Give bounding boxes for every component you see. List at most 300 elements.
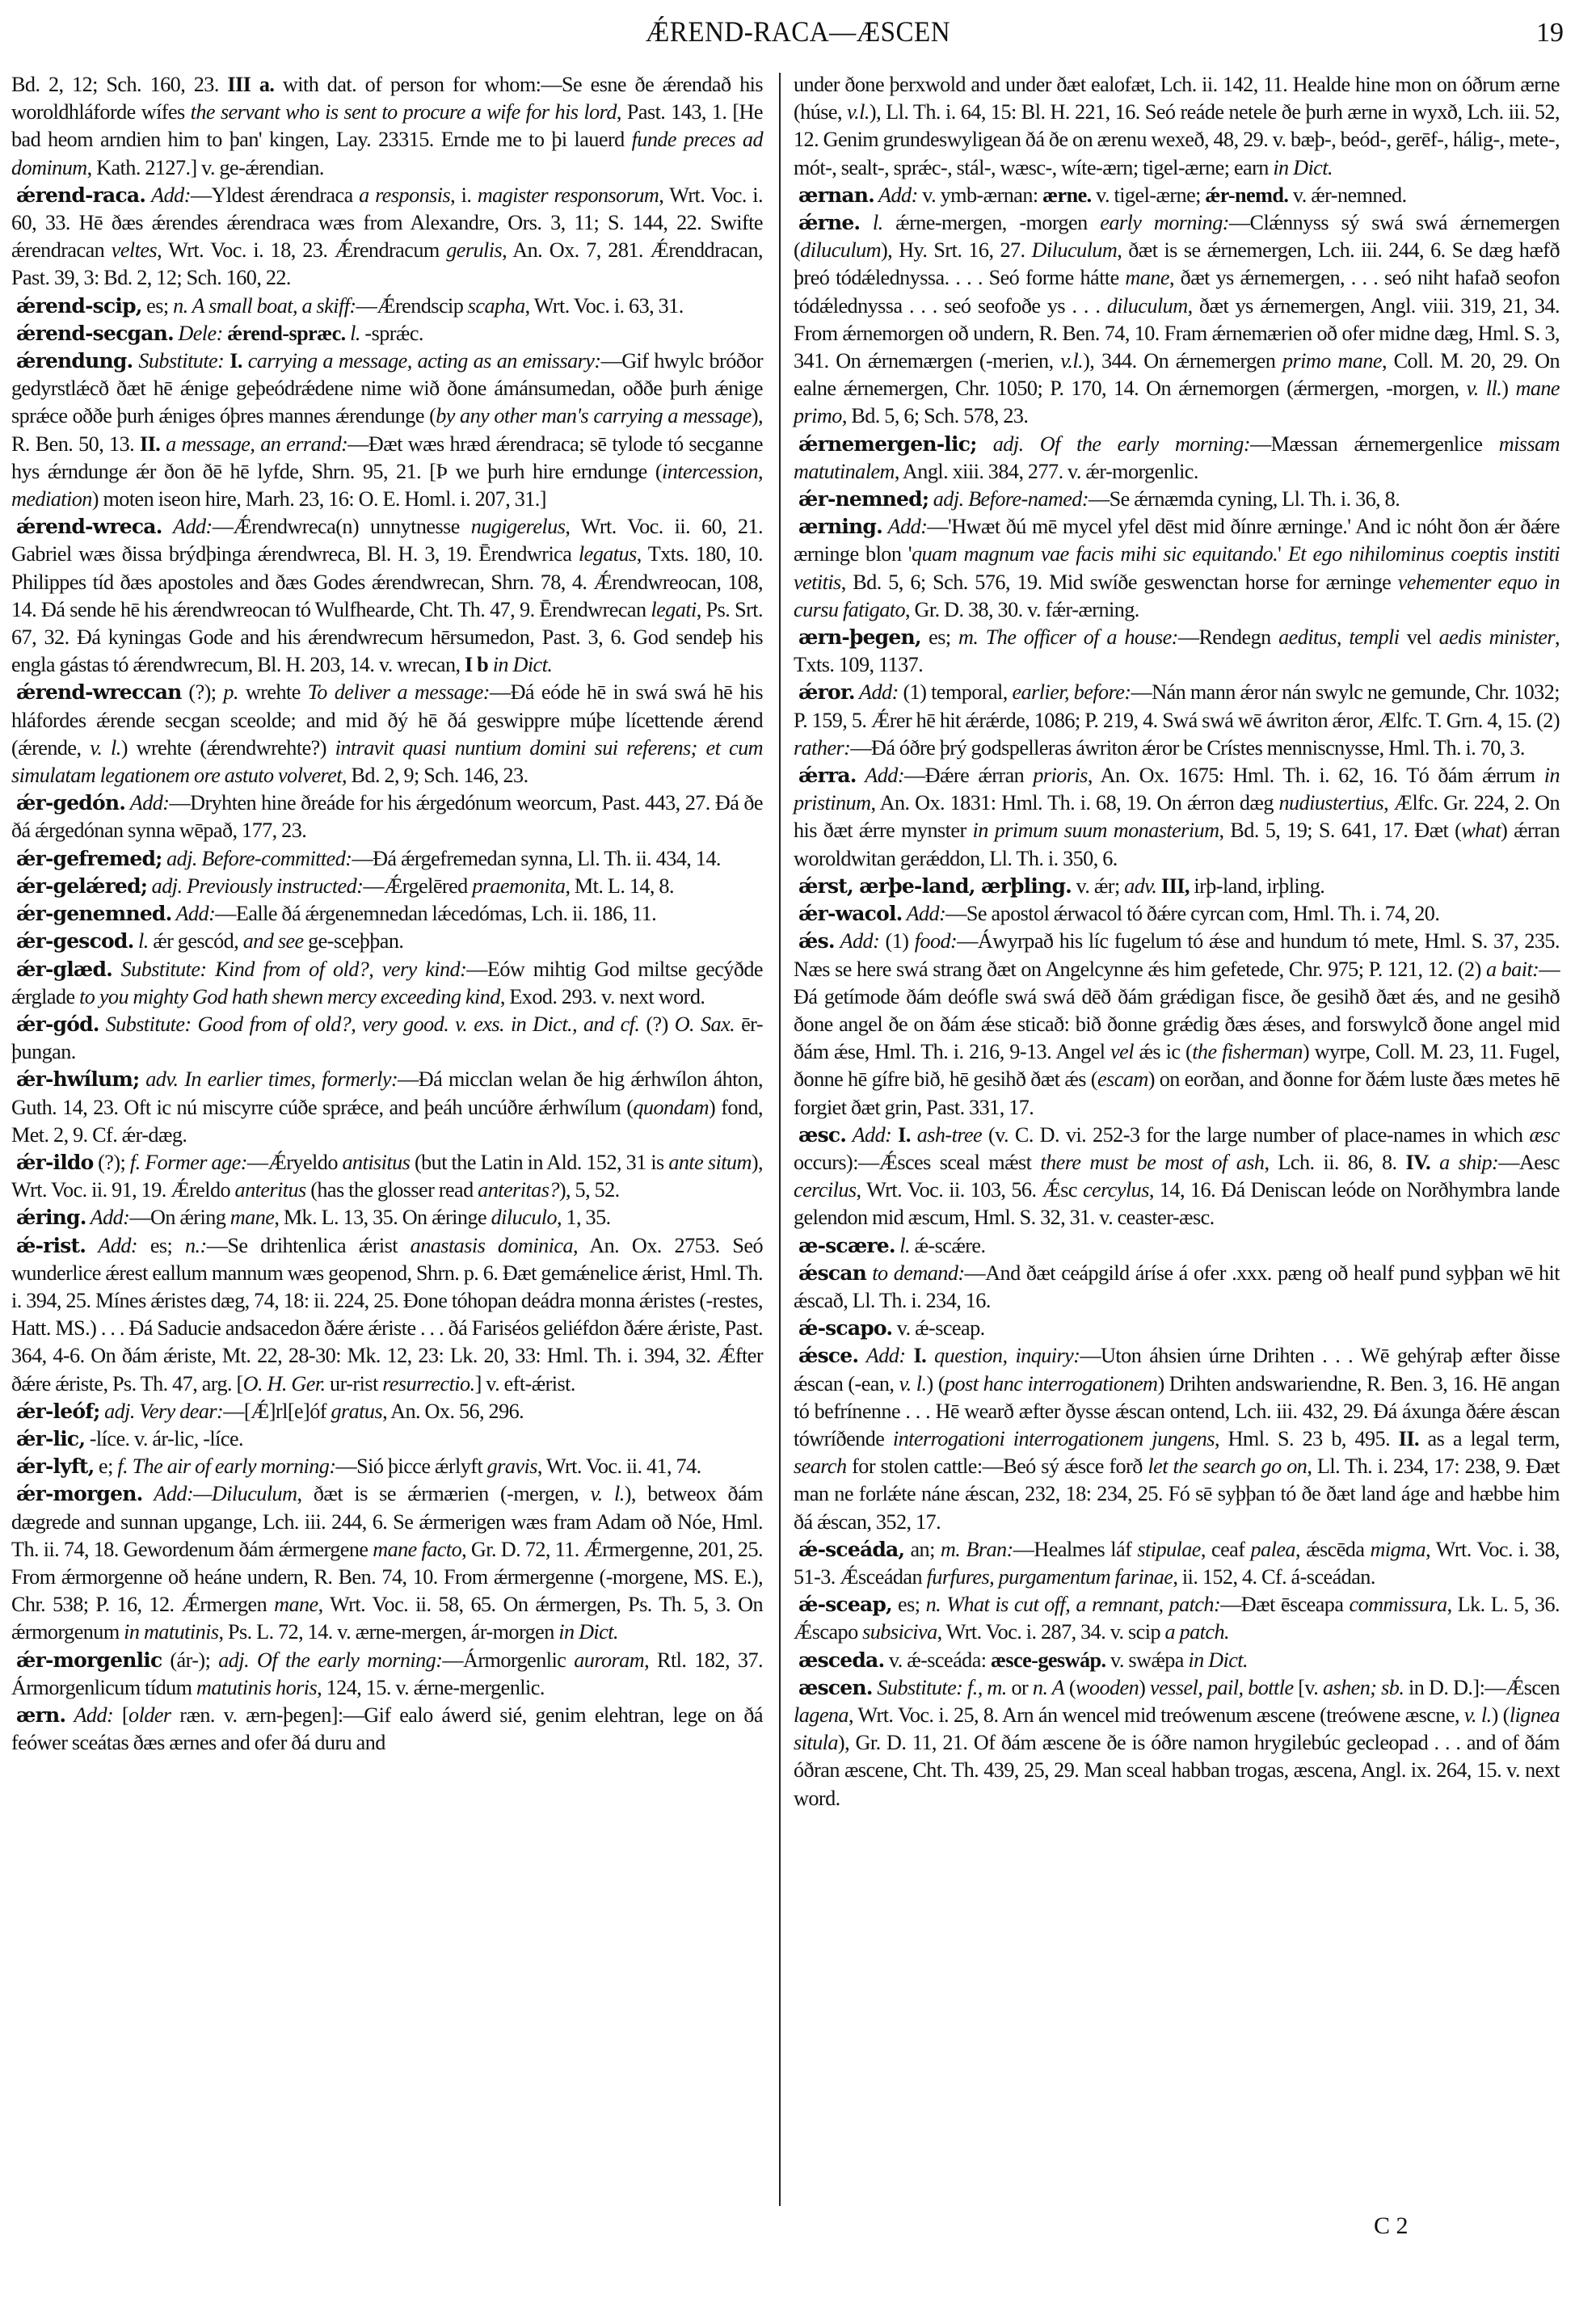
italic-text: mane bbox=[274, 1593, 318, 1617]
italic-text: diluculum bbox=[1106, 293, 1188, 318]
page-number: 19 bbox=[1536, 18, 1564, 48]
entry-text: ) moten iseon hire, Marh. 23, 16: O. E. Homl. i. 207, 31.] bbox=[91, 487, 546, 511]
dictionary-entry bbox=[11, 1204, 763, 1231]
italic-text: palea bbox=[1250, 1537, 1295, 1561]
italic-text: adj. Previously instructed: bbox=[147, 873, 364, 898]
dictionary-entry bbox=[794, 624, 1560, 679]
entry-text: , Coll. M. 20, 29. On ealne ǽrnemergen, Chr. 1050; P. 170, 14. On ǽrnemorgen (ǽrmergen, -morgen, bbox=[794, 349, 1560, 401]
dictionary-entry bbox=[11, 1453, 763, 1480]
italic-text: veltes bbox=[111, 238, 158, 263]
entry-text: in D. D.]:—Ǽscen bbox=[1404, 1675, 1560, 1699]
entry-text bbox=[891, 1123, 898, 1147]
dictionary-entry bbox=[11, 1398, 763, 1425]
dictionary-entry bbox=[794, 1232, 1560, 1260]
dictionary-entry bbox=[11, 513, 763, 679]
italic-text: to you mighty God hath shewn mercy exceeding kind bbox=[79, 984, 500, 1008]
headword: ǽr-morgenlic bbox=[16, 1648, 162, 1672]
italic-text: in Dict. bbox=[558, 1620, 618, 1644]
entry-text: , Lch. ii. 86, 8. bbox=[1264, 1150, 1406, 1174]
italic-text: Et ego nihilominus coeptis institi vetitis bbox=[794, 542, 1560, 594]
italic-text: Add: bbox=[834, 929, 880, 953]
entry-text: —Ðá óðre þrý godspelleras áwriton ǽror be Crístes menniscnysse, Hml. Th. i. 70, 3. bbox=[850, 735, 1525, 760]
italic-text: aedis minister bbox=[1438, 625, 1556, 650]
headword: ǽr-genemned. bbox=[16, 902, 172, 926]
entry-text: (ár-); bbox=[162, 1648, 219, 1672]
italic-text: adj. Very dear: bbox=[99, 1399, 224, 1423]
headword: ǽsce. bbox=[798, 1344, 859, 1368]
italic-text: ante situm bbox=[668, 1150, 752, 1174]
italic-text: resurrectio. bbox=[382, 1371, 475, 1395]
italic-text: l. bbox=[133, 929, 149, 953]
italic-text: lagena bbox=[794, 1703, 849, 1727]
italic-text: matutinis horis bbox=[196, 1675, 318, 1699]
bold-text: I. bbox=[913, 1344, 927, 1368]
entry-text: es; bbox=[920, 625, 959, 650]
headword: ǽr-glæd. bbox=[16, 957, 113, 981]
italic-text: adj. Before-named: bbox=[929, 487, 1089, 511]
entry-text: , i. bbox=[450, 183, 478, 207]
entry-text: , An. Ox. 2753. Seó wunderlice ǽrest eallum mannum wæs geopenod, Shrn. p. 6. Ðæt gemǽnelice ǽrist, Hml. Th. i. 394, 25. Mínes ǽristes dæg, 74, 18: ii. 224, 25. Ðone tóhopan deádra monna ǽristes (-restes, Hatt. MS.) . . . Ðá Saducie andsacedon ðǽre ǽriste . . . ðá Fariséos geliéfdon ðǽre ǽriste, Past. 364, 4-6. On ðám ǽriste, Mt. 22, 28-30: Mk. 12, 23: Lk. 20, 33: Hml. Th. i. 394, 32. Ǽfter ðǽre ǽriste, Ps. Th. 47, arg. [ bbox=[11, 1233, 764, 1395]
entry-text: ) bbox=[1139, 1675, 1151, 1699]
entry-text: v. ǽr-nemned. bbox=[1288, 183, 1407, 207]
italic-text: Add: bbox=[846, 1122, 892, 1147]
dictionary-entry bbox=[11, 873, 763, 900]
entry-text: —Ðá ǽrgefremedan synna, Ll. Th. ii. 434, 14. bbox=[352, 846, 721, 870]
italic-text: migma bbox=[1370, 1537, 1426, 1561]
italic-text: interrogationi interrogationem jungens bbox=[892, 1426, 1215, 1450]
italic-text: earlier, before: bbox=[1012, 680, 1131, 705]
entry-text: -líce. v. ár-lic, -líce. bbox=[85, 1426, 244, 1450]
entry-text: , Kath. 2127.] v. ge-ǽrendian. bbox=[86, 155, 324, 179]
italic-text: l. bbox=[860, 211, 883, 235]
entry-text: —Yldest ǽrendraca bbox=[190, 183, 360, 207]
headword: ǽrend-scip, bbox=[16, 293, 142, 318]
entry-text: —On ǽring bbox=[129, 1206, 230, 1230]
italic-text: To deliver a message: bbox=[307, 680, 490, 705]
italic-text: Add: bbox=[171, 902, 216, 926]
dictionary-entry bbox=[794, 209, 1560, 431]
headword: ǽr-gelǽred; bbox=[16, 873, 148, 898]
dictionary-entry bbox=[11, 1232, 763, 1398]
headword: æsc. bbox=[798, 1122, 847, 1147]
bold-text: I b bbox=[465, 653, 489, 677]
italic-text: Dele: bbox=[173, 321, 223, 345]
entry-text: ǽ-scǽre. bbox=[910, 1233, 986, 1257]
entry-text: ), betweox ðám dægrede and sunnan upgange, Lch. iii. 244, 6. Se ǽrmerigen wæs fram Adam oð Nóe, Hml. Th. ii. 74, 18. Gewordenum ðám ǽrmergene bbox=[11, 1482, 763, 1561]
italic-text: a bait: bbox=[1485, 957, 1539, 981]
entry-text: , 14, 16. Ðá Deniscan leóde on Norðhymbra lande gelendon mid æscum, Hml. S. 32, 31. v. ceaster-æsc. bbox=[794, 1178, 1560, 1230]
entry-text: ) fond, Met. 2, 9. Cf. ǽr-dæg. bbox=[11, 1095, 763, 1147]
entry-text: , Wrt. Voc. i. 63, 31. bbox=[524, 293, 684, 318]
entry-text: ), R. Ben. 50, 13. bbox=[11, 404, 764, 456]
headword: ǽscan bbox=[798, 1261, 867, 1285]
italic-text: p. bbox=[223, 680, 238, 705]
italic-text: scapha bbox=[467, 293, 525, 318]
italic-text: vessel, pail, bottle bbox=[1150, 1675, 1294, 1699]
dictionary-entry bbox=[11, 789, 763, 844]
italic-text: a ship: bbox=[1439, 1150, 1499, 1174]
entry-text: [v. bbox=[1293, 1675, 1323, 1699]
entry-text: , Wrt. Voc. i. 287, 34. v. scip bbox=[937, 1620, 1165, 1644]
dictionary-entry bbox=[794, 1315, 1560, 1342]
entry-text: , Wrt. Voc. i. 38, 51-3. Ǽsceádan bbox=[794, 1537, 1560, 1589]
headword: ǽr-gedón. bbox=[16, 791, 126, 815]
italic-text: post hanc interrogationem bbox=[945, 1371, 1158, 1395]
dictionary-entry bbox=[11, 320, 763, 347]
italic-text: in matutinis bbox=[124, 1620, 219, 1644]
italic-text: magister responsorum bbox=[477, 183, 659, 207]
entry-text: —Ðǽre ǽrran bbox=[904, 764, 1034, 788]
entry-text: v. ǽ-sceáda: bbox=[884, 1648, 991, 1672]
dictionary-entry bbox=[794, 513, 1560, 624]
entry-text: wrehte bbox=[238, 680, 308, 705]
entry-text: vel bbox=[1399, 625, 1439, 650]
entry-text: ) ( bbox=[1491, 1703, 1510, 1727]
italic-text: gerulis bbox=[446, 238, 503, 263]
entry-text: , Gr. D. 38, 30. v. fǽr-ærning. bbox=[905, 597, 1139, 621]
entry-text bbox=[1430, 1151, 1439, 1174]
italic-text: intravit quasi nuntium domini sui referens; et cum simulatam legationem ore astuto volveret bbox=[11, 735, 763, 788]
entry-text: , ǽscēda bbox=[1295, 1537, 1371, 1561]
entry-text: (v. C. D. vi. 252-3 for the large number of place-names in which bbox=[982, 1122, 1530, 1147]
italic-text: anteritus bbox=[234, 1178, 306, 1202]
entry-text: ), Ll. Th. i. 64, 15: Bl. H. 221, 16. Seó reáde netele ðe þurh ærne in wyxð, Lch. iii. 52, 12. Genim grundeswyligean ðá ðe on ærenu wexeð, 48, 29. v. bæþ-, beód-, gerēf-, hálig-, mete-, mót-, sealt-, sprǽc-, stál-, wæsc-, wíte-ærn; tigel-ærne; earn bbox=[794, 100, 1560, 179]
bold-text: I. bbox=[230, 349, 242, 373]
entry-text: irþ-land, irþling. bbox=[1189, 873, 1325, 898]
entry-text: occurs):—Ǽsces sceal mǽst bbox=[794, 1150, 1041, 1174]
entry-text: ) ǽrran woroldwitan gerǽddon, Ll. Th. i. 350, 6. bbox=[794, 819, 1560, 870]
italic-text: wooden bbox=[1076, 1675, 1139, 1699]
dictionary-entry bbox=[794, 762, 1560, 873]
entry-text: —Gif hwylc bróðor gedyrstlǽcð ðæt hē ǽnige geþeódrǽdene nime wið ðone ámánsumedan, oððe þurh ǽnige sprǽce oððe þurh ǽniges óþres mannes ǽrendunge ( bbox=[11, 349, 763, 428]
entry-text: an; bbox=[904, 1537, 941, 1561]
italic-text: v.l. bbox=[847, 100, 870, 124]
italic-text: in Dict. bbox=[492, 653, 553, 677]
italic-text: Add: bbox=[125, 791, 170, 815]
entry-text: ) on eorðan, and ðonne for ðǽm luste ðæs metes hē forgiet ðæt grin, Past. 331, 17. bbox=[794, 1067, 1560, 1119]
italic-text: Add: bbox=[65, 1703, 114, 1727]
italic-text: question, inquiry: bbox=[934, 1344, 1080, 1368]
italic-text: Add:—Diluculum bbox=[142, 1482, 297, 1506]
italic-text: in pristinum bbox=[794, 764, 1560, 815]
italic-text: and see bbox=[242, 929, 304, 953]
entry-text: —Ǽrendscip bbox=[356, 293, 468, 318]
entry-text: ǽrne-mergen, -morgen bbox=[882, 211, 1101, 235]
italic-text: mane primo bbox=[794, 377, 1560, 428]
entry-text: ), 344. On ǽrnemergen bbox=[1083, 349, 1282, 373]
entry-text: ge-sceþþan. bbox=[303, 929, 404, 953]
italic-text: early morning: bbox=[1100, 211, 1229, 235]
entry-text: —Dryhten hine ðreáde for his ǽrgedónum weorcum, Past. 443, 27. Ðá ðe ðá ǽrgedónan synna wēpað, 177, 23. bbox=[11, 791, 763, 843]
entry-text: (?); bbox=[93, 1150, 130, 1174]
dictionary-entry bbox=[11, 1149, 763, 1204]
dictionary-entry bbox=[794, 486, 1560, 513]
dictionary-entry bbox=[11, 1011, 763, 1066]
headword: ǽr-wacol. bbox=[798, 902, 903, 926]
entry-text: es; bbox=[891, 1593, 926, 1617]
dictionary-entry bbox=[794, 1647, 1560, 1674]
italic-text: nudiustertius bbox=[1278, 791, 1384, 815]
italic-text: n. A small boat, a skiff: bbox=[173, 293, 356, 318]
entry-text: , Wrt. Voc. i. 25, 8. Arn án wencel mid treówenum æscene (treówene æscne, bbox=[848, 1703, 1464, 1727]
bold-text: III a. bbox=[227, 73, 275, 96]
entry-text: , Wrt. Voc. ii. 60, 21. Gabriel wæs ðissa brýdþinga ǽrendwreca, Bl. H. 3, 19. Ērendwrica bbox=[11, 515, 763, 566]
italic-text: adj. Of the early morning: bbox=[218, 1648, 443, 1672]
italic-text: furfures, purgamentum farinae bbox=[926, 1564, 1173, 1589]
italic-text: aeditus, templi bbox=[1278, 625, 1400, 650]
italic-text: æsc bbox=[1529, 1122, 1560, 1147]
entry-text: , An. Ox. 7, 281. Ǽrenddracan, Past. 39, 3: Bd. 2, 12; Sch. 160, 22. bbox=[11, 238, 763, 290]
entry-text: , Hml. S. 23 b, 495. bbox=[1214, 1426, 1399, 1450]
italic-text: a responsis bbox=[359, 183, 451, 207]
entry-text: , Ps. Srt. 67, 32. Ðá kyningas Gode and his ǽrendwrecum hērsumedon, Past. 3, 6. God sendeþ his engla gástas tó ǽrendwrecum, Bl. H. 203, 14. v. wrecan, bbox=[11, 597, 763, 677]
italic-text: gravis bbox=[486, 1454, 537, 1479]
entry-text: , Lk. L. 5, 36. Ǽscapo bbox=[794, 1593, 1560, 1644]
bold-text: II. bbox=[1398, 1426, 1419, 1450]
italic-text: n.: bbox=[184, 1233, 207, 1257]
dictionary-entry bbox=[794, 431, 1560, 486]
dictionary-entry bbox=[794, 1122, 1560, 1232]
italic-text: primo mane bbox=[1282, 349, 1382, 373]
entry-text: , Wrt. Voc. i. 18, 23. Ǽrendracum bbox=[157, 238, 447, 263]
italic-text: l. bbox=[895, 1233, 911, 1257]
headword: ǽrst, ærþe-land, ærþling. bbox=[798, 873, 1072, 898]
italic-text: auroram bbox=[574, 1648, 645, 1672]
headword: ærn-þegen, bbox=[798, 625, 921, 650]
bold-text: ǽrend-spræc. bbox=[227, 321, 346, 345]
italic-text: O. H. Ger. bbox=[242, 1371, 326, 1395]
italic-text: Add: bbox=[874, 183, 918, 207]
italic-text: adv. In earlier times, formerly: bbox=[139, 1067, 398, 1092]
italic-text: what bbox=[1461, 819, 1501, 843]
italic-text: quondam bbox=[633, 1095, 710, 1119]
dictionary-entry bbox=[794, 1342, 1560, 1535]
bold-text: ǽr-nemd. bbox=[1205, 183, 1289, 207]
headword: ǽrne. bbox=[798, 211, 861, 235]
headword: ǽrendung. bbox=[16, 349, 133, 373]
entry-text: , ðæt is se ǽrnemergen, Lch. iii. 244, 6. Se dæg hæfð þreó tódǽlednyssa. . . . Seó forme hátte bbox=[794, 238, 1560, 290]
entry-text: —Se apostol ǽrwacol tó ðǽre cyrcan com, Hml. Th. i. 74, 20. bbox=[945, 902, 1440, 926]
italic-text: in Dict. bbox=[1273, 155, 1333, 179]
italic-text: ash-tree bbox=[916, 1122, 983, 1147]
entry-text: under ðone þerxwold and under ðæt ealofæt, Lch. ii. 142, 11. Healde hine mon on óðrum ærne (húse, bbox=[794, 73, 1560, 124]
italic-text: let the search go on bbox=[1148, 1454, 1308, 1479]
entry-text: , Wrt. Voc. ii. 58, 65. On ǽrmergen, Ps. Th. 5, 3. On ǽrmorgenum bbox=[11, 1593, 763, 1644]
dictionary-entry bbox=[11, 845, 763, 873]
italic-text: by any other man's carrying a message bbox=[436, 404, 752, 428]
dictionary-entry bbox=[11, 1480, 763, 1646]
entry-text bbox=[926, 1344, 934, 1367]
entry-text: —Aesc bbox=[1498, 1150, 1560, 1174]
italic-text: missam matutinalem bbox=[794, 431, 1560, 483]
headword: ǽr-hwílum; bbox=[16, 1067, 140, 1092]
entry-text bbox=[242, 349, 248, 373]
dictionary-entry bbox=[794, 679, 1560, 762]
italic-text: escam bbox=[1097, 1067, 1148, 1092]
headword: ǽ-sceáda, bbox=[798, 1537, 905, 1561]
entry-text: with dat. of person for whom:—Se esne ðe ǽrendað his woroldhláforde wífes bbox=[11, 73, 763, 124]
italic-text: n. A bbox=[1032, 1675, 1065, 1699]
entry-text: , Wrt. Voc. ii. 103, 56. Ǽsc bbox=[856, 1178, 1083, 1202]
italic-text: gratus bbox=[331, 1399, 383, 1423]
dictionary-entry bbox=[11, 1066, 763, 1149]
bold-text: ærne. bbox=[1042, 183, 1092, 207]
italic-text: the servant who is sent to procure a wife for his lord bbox=[190, 100, 617, 124]
entry-text: —And ðæt ceápgild áríse á ofer .xxx. pæng oð healf pund syþþan wē hit ǽscað, Ll. Th. i. 234, 16. bbox=[794, 1261, 1560, 1312]
italic-text: v. l. bbox=[1463, 1703, 1492, 1727]
italic-text: adv. bbox=[1124, 873, 1157, 898]
entry-text: —Ðá getímode ðám deófle swá swá dēð ðám grǽdigan fisce, ðe gesihð ðæt ǽs, and ne gesihð ðone angel ðe on ðám ǽse sticað: bið ðonne grǽdig ðæs ǽses, and forswylcð ðone angel mid ðám ǽse, Hml. Th. i. 216, 9-13. Angel bbox=[794, 957, 1560, 1064]
entry-text: —'Hwæt ðú mē mycel yfel dēst mid ðínre ærninge.' And ic nóht ðon ǽr ðǽre ærninge blon ' bbox=[794, 515, 1560, 566]
entry-text: ( bbox=[1064, 1675, 1076, 1699]
italic-text: lignea situla bbox=[794, 1703, 1560, 1755]
italic-text: legati bbox=[651, 597, 697, 621]
italic-text: ashen; sb. bbox=[1322, 1675, 1404, 1699]
dictionary-entry bbox=[794, 1536, 1560, 1591]
italic-text: nugigerelus bbox=[470, 515, 566, 539]
headword: ǽr-lic, bbox=[16, 1426, 86, 1450]
entry-text: ), Gr. D. 11, 21. Of ðám æscene ðe is óðre namon hrygilebúc gecleopad . . . and of ðám óðran æscene, Cht. Th. 439, 25, 29. Man sceal habban trogas, æscena, Angl. ix. 264, 15. v. next word. bbox=[794, 1731, 1560, 1810]
entry-text: —Ǽrendwreca(n) unnytnesse bbox=[212, 515, 471, 539]
entry-text: ēr-þungan. bbox=[11, 1012, 763, 1064]
italic-text: antisitus bbox=[342, 1150, 411, 1174]
entry-text: ur-rist bbox=[325, 1371, 383, 1395]
entry-text: , An. Ox. 1831: Hml. Th. i. 68, 19. On ǽrron dæg bbox=[870, 791, 1279, 815]
entry-text: v. ǽr; bbox=[1072, 873, 1125, 898]
italic-text: carrying a message, acting as an emissary: bbox=[247, 349, 601, 373]
entry-text: v. swǽpa bbox=[1105, 1648, 1189, 1672]
entry-text: —Nán mann ǽror nán swylc ne gemunde, Chr. 1032; P. 159, 5. Ǽrer hē hit ǽrǽrde, 1086; P. 219, 4. Swá swá wē áwriton ǽror, Ælfc. T. Grn. 4, 15. (2) bbox=[794, 680, 1560, 732]
dictionary-entry bbox=[11, 679, 763, 789]
headword: ǽr-gescod. bbox=[16, 929, 134, 953]
entry-text: es; bbox=[141, 293, 174, 318]
dictionary-entry bbox=[794, 928, 1560, 1121]
italic-text: funde preces ad dominum bbox=[11, 128, 763, 179]
entry-text: —Áwyrpað his líc fugelum tó ǽse and hundum tó mete, Hml. S. 37, 235. Næs se here swá strang ðæt on Angelcynne ǽs him gefetede, Chr. 975; P. 121, 12. (2) bbox=[794, 929, 1560, 981]
entry-text: (1) temporal, bbox=[898, 680, 1013, 705]
italic-text: praemonita bbox=[472, 873, 566, 898]
headword: ǽrra. bbox=[798, 764, 857, 788]
headword: ǽror. bbox=[798, 680, 855, 705]
entry-text: (?) bbox=[639, 1012, 675, 1036]
entry-text: ), Wrt. Voc. ii. 91, 19. Ǽreldo bbox=[11, 1150, 763, 1202]
entry-text: , Wrt. Voc. i. 60, 33. Hē ðæs ǽrendes ǽrendraca wæs from Alexandre, Ors. 3, 11; S. 144, 22. Swifte ǽrendracan bbox=[11, 183, 764, 263]
italic-text: prioris bbox=[1033, 764, 1088, 788]
entry-text: —Ðá eóde hē in swá swá hē his hláfordes ǽrende secgan sceolde; and mid ðý hē ðá geswippre múþe lícettende ǽrend (ǽrende, bbox=[11, 680, 763, 760]
entry-text: —Clǽnnyss sý swá swá ǽrnemergen ( bbox=[794, 211, 1560, 263]
italic-text: Add: bbox=[162, 515, 213, 539]
italic-text: anteritas? bbox=[478, 1178, 559, 1202]
entry-text: , Ælfc. Gr. 224, 2. On his ðæt ǽrre mynster bbox=[794, 791, 1560, 843]
entry-text: ) Drihten andswariendne, R. Ben. 3, 16. Hē angan tó befrínenne . . . Hē wearð æfter ðysse ǽscan ontend, Lch. iii. 432, 29. Ðá áxunga ðǽre ǽscan tówríðende bbox=[794, 1371, 1560, 1450]
italic-text: in Dict. bbox=[1188, 1648, 1249, 1672]
italic-text: m. Bran: bbox=[940, 1537, 1013, 1561]
entry-text: , Txts. 109, 1137. bbox=[794, 625, 1560, 677]
entry-text: e; bbox=[94, 1454, 118, 1479]
headword: ærning. bbox=[798, 515, 882, 539]
entry-text: , Bd. 2, 9; Sch. 146, 23. bbox=[342, 764, 528, 788]
entry-text: —[Ǽ]rl[e]óf bbox=[223, 1399, 331, 1423]
italic-text: vehementer equo in cursu fatigato bbox=[794, 570, 1560, 621]
italic-text: vel bbox=[1110, 1040, 1134, 1064]
entry-text: (but the Latin in Ald. 152, 31 is bbox=[410, 1150, 669, 1174]
entry-text: —Sió þicce ǽrlyft bbox=[335, 1454, 487, 1479]
entry-text: , Bd. 5, 6; Sch. 576, 19. Mid swíðe geswenctan horse for ærninge bbox=[840, 570, 1398, 594]
italic-text: O. Sax. bbox=[674, 1012, 735, 1036]
italic-text: v. l. bbox=[590, 1482, 625, 1506]
headword: æ-scære. bbox=[798, 1233, 895, 1257]
italic-text: diluculo bbox=[491, 1206, 558, 1230]
italic-text: v. l. bbox=[899, 1371, 927, 1395]
entry-text: , Rtl. 182, 37. Ármorgenlicum tídum bbox=[11, 1648, 763, 1699]
dictionary-entry bbox=[11, 928, 763, 955]
entry-text: for stolen cattle:—Beó sý ǽsce forð bbox=[846, 1454, 1148, 1479]
headword: ǽ-scapo. bbox=[798, 1316, 893, 1341]
entry-text: —Se ǽrnæmda cyning, Ll. Th. i. 36, 8. bbox=[1089, 487, 1400, 511]
italic-text: in primum suum monasterium bbox=[972, 819, 1219, 843]
entry-text: ' bbox=[1278, 542, 1288, 566]
italic-text: Add: bbox=[902, 902, 946, 926]
dictionary-entry bbox=[794, 900, 1560, 928]
italic-text: subsiciva bbox=[862, 1620, 937, 1644]
italic-text: Add: bbox=[856, 764, 905, 788]
entry-text: (has the glosser read bbox=[305, 1178, 478, 1202]
entry-text: ), Hy. Srt. 16, 27. bbox=[880, 238, 1032, 263]
entry-text bbox=[911, 1123, 917, 1147]
entry-text: , Angl. xiii. 384, 277. v. ǽr-morgenlic. bbox=[894, 459, 1198, 483]
entry-text: , Mt. L. 14, 8. bbox=[565, 873, 674, 898]
italic-text: Diluculum bbox=[1031, 238, 1118, 263]
headword: æscen. bbox=[798, 1675, 873, 1699]
italic-text: Add: bbox=[858, 1344, 906, 1368]
column-divider bbox=[779, 73, 781, 2206]
italic-text: legatus bbox=[578, 542, 637, 566]
italic-text: Add: bbox=[86, 1233, 138, 1257]
italic-text: older bbox=[128, 1703, 171, 1727]
italic-text: f. The air of early morning: bbox=[117, 1454, 336, 1479]
italic-text: anastasis dominica bbox=[410, 1233, 573, 1257]
italic-text: quam magnum vae facis mihi sic equitando. bbox=[912, 542, 1278, 566]
italic-text: mane facto bbox=[373, 1537, 462, 1561]
entry-text: —Healmes láf bbox=[1013, 1537, 1138, 1561]
dictionary-entry bbox=[11, 347, 763, 513]
bold-text: IV. bbox=[1405, 1150, 1431, 1174]
entry-text: ǽr gescód, bbox=[148, 929, 243, 953]
italic-text: v. ll. bbox=[1466, 377, 1502, 401]
entry-text: , ðæt ys ǽrnemergen, . . . seó niht hafað seofon tódǽlednyssa . . . seó seofoðe ys . . . bbox=[794, 266, 1560, 318]
dictionary-entry bbox=[794, 1674, 1560, 1812]
italic-text: Substitute: bbox=[133, 349, 225, 373]
italic-text: Add: bbox=[86, 1206, 130, 1230]
entry-text: —Ðá micclan welan ðe hig ǽrhwílon áhton, Guth. 14, 23. Oft ic nú miscyrre cúðe sprǽce, and þeáh uncúðre ǽrhwílum ( bbox=[11, 1067, 763, 1119]
dictionary-entry bbox=[11, 900, 763, 928]
entry-text: or bbox=[1006, 1675, 1033, 1699]
entry-text: , ii. 152, 4. Cf. á-sceádan. bbox=[1173, 1564, 1375, 1589]
entry-text: -sprǽc. bbox=[360, 321, 423, 345]
italic-text: adj. Of the early morning: bbox=[976, 431, 1251, 456]
entry-text bbox=[906, 1344, 914, 1367]
entry-text: —Rendegn bbox=[1177, 625, 1279, 650]
entry-text: , 1, 35. bbox=[557, 1206, 611, 1230]
headword: ǽrend-wreca. bbox=[16, 515, 162, 539]
italic-text: a message, an errand: bbox=[166, 431, 348, 456]
entry-text: , Past. 143, 1. [He bad heom arndien him to þan' kingen, Lay. 23315. Ernde me to þi lauerd bbox=[11, 100, 763, 152]
italic-text: Substitute: Good from of old?, very good. v. exs. in Dict., and cf. bbox=[99, 1012, 640, 1036]
headword: ǽrend-secgan. bbox=[16, 321, 174, 345]
italic-text: m. The officer of a house: bbox=[958, 625, 1178, 650]
signature-mark: C 2 bbox=[1374, 2212, 1409, 2239]
italic-text: commissura bbox=[1349, 1593, 1447, 1617]
